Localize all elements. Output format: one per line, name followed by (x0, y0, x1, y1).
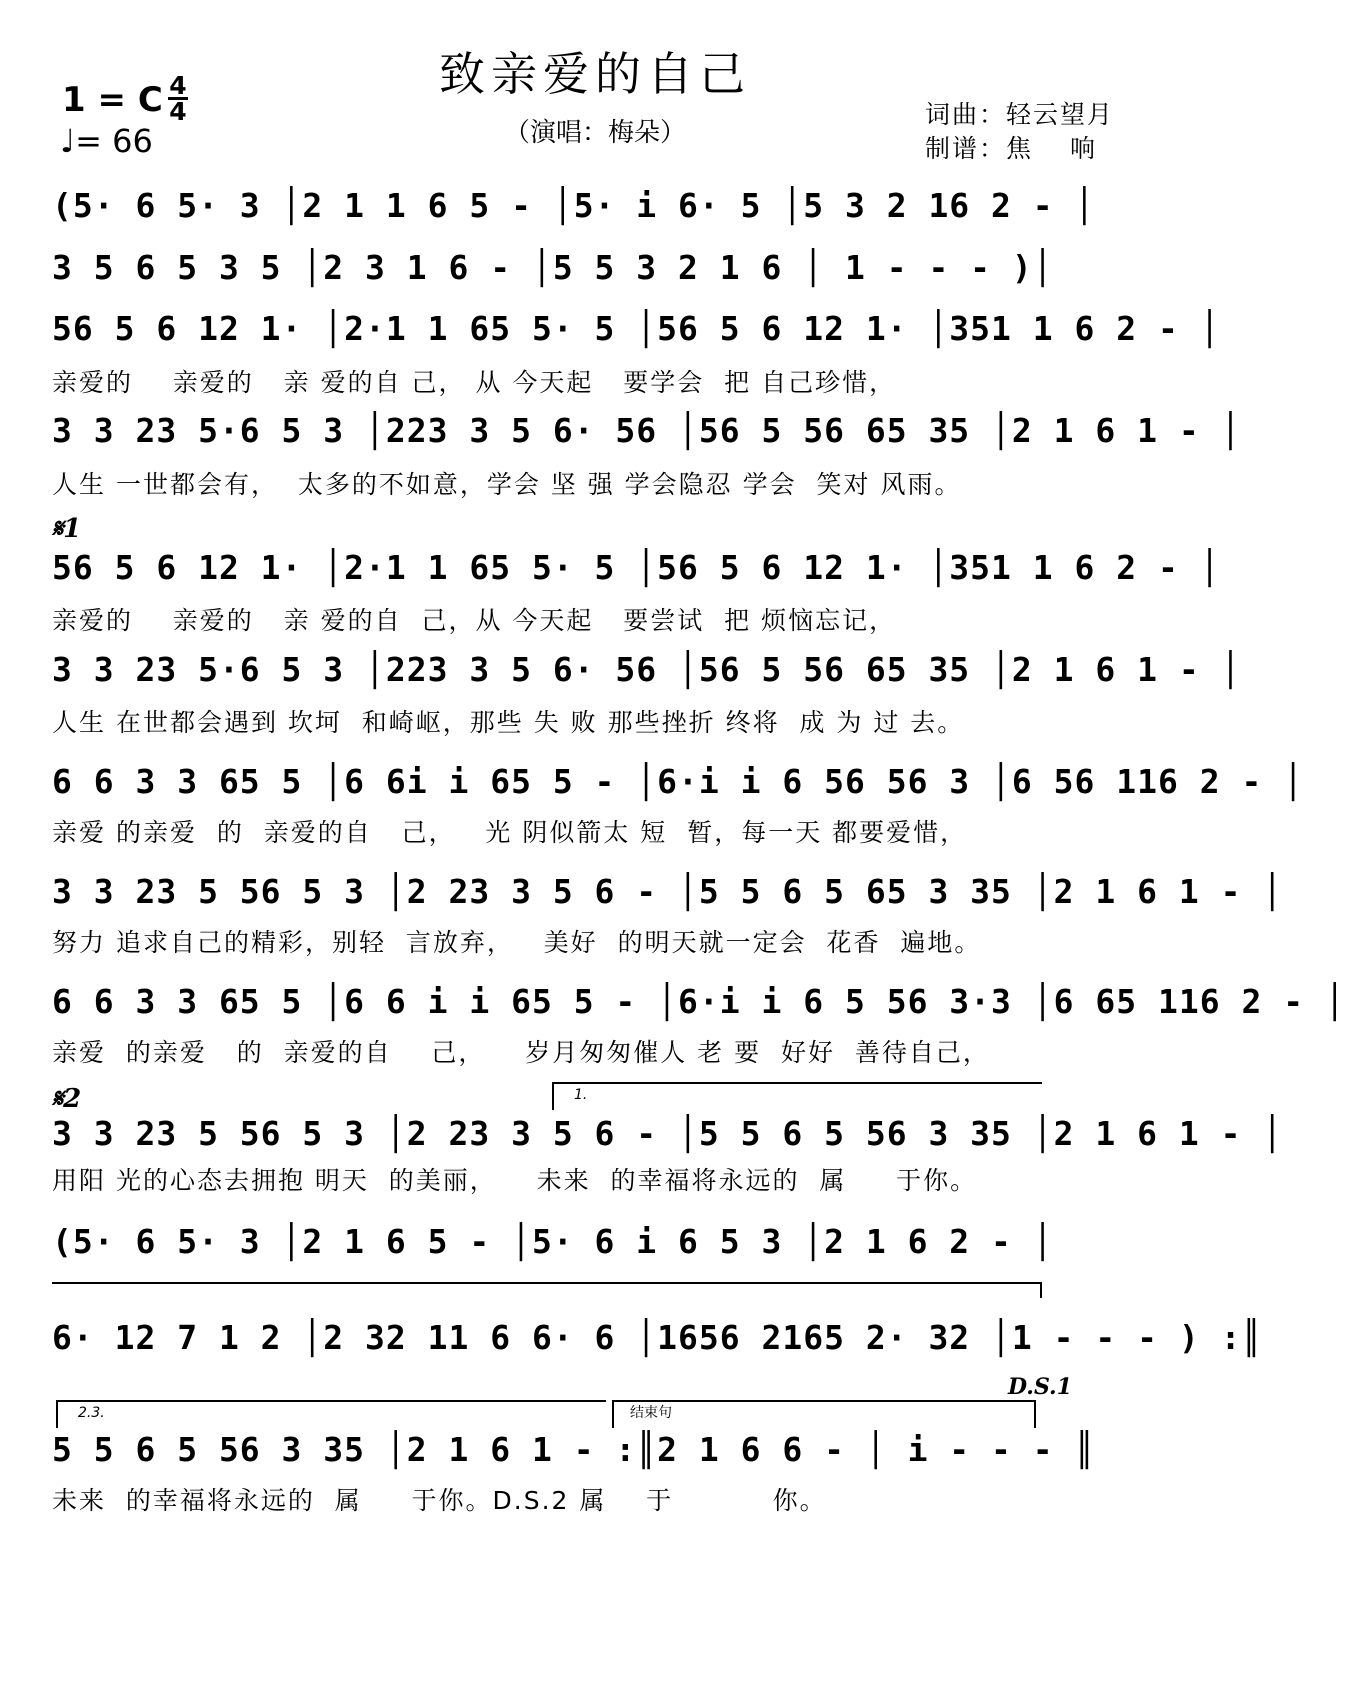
system-8-lyrics: 努力 追求自己的精彩，别轻 言放弃， 美好 的明天就一定会 花香 遍地。 (52, 928, 982, 957)
system-5-notes: 56 5 6 12 1· │2·1 1 65 5· 5 │56 5 6 12 1· │351 1 6 2 - │ (52, 548, 1221, 587)
system-11-notes: (5· 6 5· 3 │2 1 6 5 - │5· 6 i 6 5 3 │2 1 6 2 - │ (52, 1222, 1054, 1261)
key-signature: 1 = C (62, 80, 163, 120)
system-10-notes: 3 3 23 5 56 5 3 │2 23 3 5 6 - │5 5 6 5 56 3 35 │2 1 6 1 - │ (52, 1114, 1284, 1153)
ending-bracket (612, 1400, 1036, 1428)
song-title: 致亲爱的自己 (439, 47, 751, 101)
lyricist-composer: 词曲：轻云望月 (925, 100, 1115, 129)
time-signature-bottom: 4 (169, 97, 187, 126)
system-6-lyrics: 人生 在世都会遇到 坎坷 和崎岖，那些 失 败 那些挫折 终将 成 为 过 去。 (52, 708, 965, 737)
time-signature (168, 71, 188, 126)
volta-1-bracket (552, 1082, 1042, 1110)
ds1-mark: D.S.1 (1008, 1374, 1073, 1400)
system-4-lyrics: 人生 一世都会有， 太多的不如意，学会 坚 强 学会隐忍 学会 笑对 风雨。 (52, 470, 962, 499)
arranger: 制谱：焦 响 (925, 134, 1097, 163)
system-9-lyrics: 亲爱 的亲爱 的 亲爱的自 己， 岁月匆匆催人 老 要 好好 善待自己， (52, 1038, 990, 1067)
system-3-lyrics: 亲爱的 亲爱的 亲 爱的自 己， 从 今天起 要学会 把 自己珍惜， (52, 368, 897, 397)
ending-label: 结束句 (630, 1405, 672, 1421)
system-7-notes: 6 6 3 3 65 5 │6 6i i 65 5 - │6·i i 6 56 56 3 │6 56 116 2 - │ (52, 762, 1305, 801)
volta-1-label: 1. (574, 1087, 588, 1103)
system-13-notes: 5 5 6 5 56 3 35 │2 1 6 1 - :║2 1 6 6 - │ i - - - ║ (52, 1430, 1096, 1469)
singer-credit: （演唱：梅朵） (503, 118, 686, 148)
system-2-notes: 3 5 6 5 3 5 │2 3 1 6 - │5 5 3 2 1 6 │ 1 - - - )│ (52, 248, 1054, 287)
system-1-notes: (5· 6 5· 3 │2 1 1 6 5 - │5· i 6· 5 │5 3 2 16 2 - │ (52, 186, 1096, 225)
system-3-notes: 56 5 6 12 1· │2·1 1 65 5· 5 │56 5 6 12 1· │351 1 6 2 - │ (52, 309, 1221, 348)
system-5-lyrics: 亲爱的 亲爱的 亲 爱的自 己，从 今天起 要尝试 把 烦恼忘记， (52, 606, 897, 635)
credits (925, 98, 1114, 166)
volta-23-bracket (56, 1400, 606, 1428)
tempo-mark: ♩= 66 (60, 122, 153, 160)
system-12-notes: 6· 12 7 1 2 │2 32 11 6 6· 6 │1656 2165 2· 32 │1 - - - ) :║ (52, 1318, 1263, 1357)
system-6-notes: 3 3 23 5·6 5 3 │223 3 5 6· 56 │56 5 56 65 35 │2 1 6 1 - │ (52, 650, 1242, 689)
system-4-notes: 3 3 23 5·6 5 3 │223 3 5 6· 56 │56 5 56 65 35 │2 1 6 1 - │ (52, 411, 1242, 450)
volta-23-label: 2.3. (78, 1405, 105, 1421)
system-8-notes: 3 3 23 5 56 5 3 │2 23 3 5 6 - │5 5 6 5 65 3 35 │2 1 6 1 - │ (52, 872, 1284, 911)
system-13-lyrics: 未来 的幸福将永远的 属 于你。D.S.2 属 于 你。 (52, 1486, 827, 1515)
time-signature-top: 4 (169, 71, 187, 100)
system-7-lyrics: 亲爱 的亲爱 的 亲爱的自 己， 光 阴似箭太 短 暂，每一天 都要爱惜， (52, 818, 968, 847)
system-9-notes: 6 6 3 3 65 5 │6 6 i i 65 5 - │6·i i 6 5 56 3·3 │6 65 116 2 - │ (52, 982, 1346, 1021)
segno-1-mark: 𝄋1 (52, 514, 82, 544)
system-10-lyrics: 用阳 光的心态去拥抱 明天 的美丽， 未来 的幸福将永远的 属 于你。 (52, 1166, 978, 1195)
repeat-bracket (52, 1282, 1042, 1298)
segno-2-mark: 𝄋2 (52, 1084, 82, 1114)
